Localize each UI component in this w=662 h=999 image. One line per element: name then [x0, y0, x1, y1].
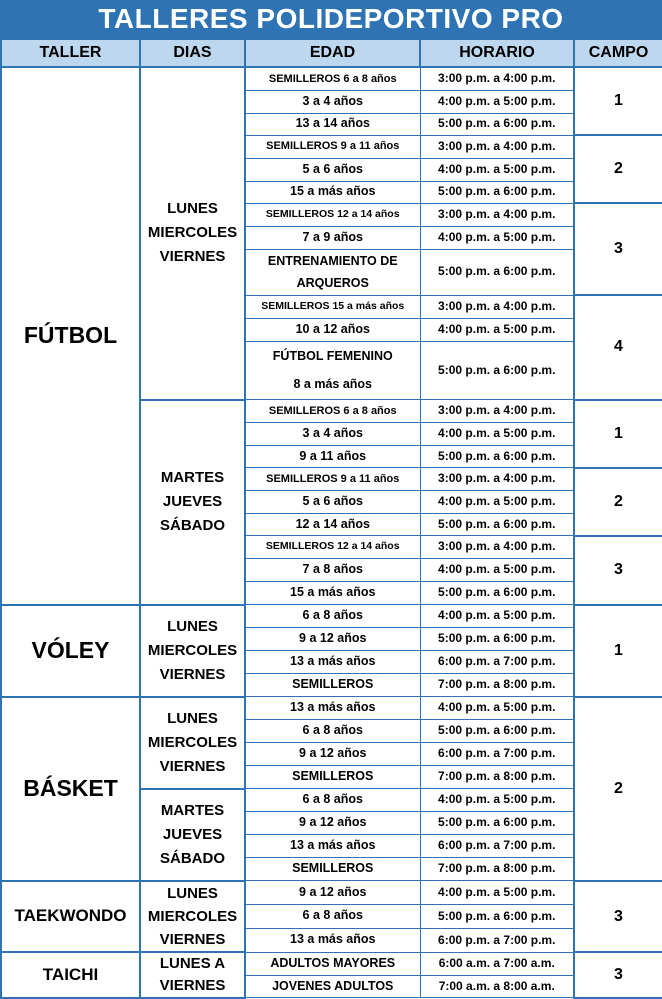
dias-mjs: [140, 789, 245, 881]
horario-cell: 4:00 p.m. a 5:00 p.m.: [420, 90, 574, 113]
horario-cell: 6:00 p.m. a 7:00 p.m.: [420, 651, 574, 674]
horario-cell: 4:00 p.m. a 5:00 p.m.: [420, 226, 574, 249]
horario-cell: 4:00 p.m. a 5:00 p.m.: [420, 605, 574, 628]
edad-line: ENTRENAMIENTO DE: [267, 253, 398, 268]
horario-cell: 4:00 p.m. a 5:00 p.m.: [420, 881, 574, 905]
horario-cell: 4:00 p.m. a 5:00 p.m.: [420, 158, 574, 181]
edad-cell: 13 a más años: [245, 651, 420, 674]
dias-line: MARTES: [160, 469, 225, 486]
dias-line: SÁBADO: [159, 849, 225, 867]
dias-line: JUEVES: [162, 825, 223, 843]
horario-cell: 7:00 p.m. a 8:00 p.m.: [420, 766, 574, 789]
taller-taichi: TAICHI: [1, 952, 140, 998]
horario-cell: 3:00 p.m. a 4:00 p.m.: [420, 536, 574, 559]
campo-cell: 3: [574, 536, 662, 605]
edad-cell: SEMILLEROS 9 a 11 años: [245, 468, 420, 491]
horario-cell: 6:00 a.m. a 7:00 a.m.: [420, 952, 574, 975]
edad-cell: 9 a 12 años: [245, 881, 420, 905]
taller-futbol: FÚTBOL: [1, 67, 140, 605]
horario-cell: 4:00 p.m. a 5:00 p.m.: [420, 423, 574, 446]
horario-cell: 4:00 p.m. a 5:00 p.m.: [420, 318, 574, 341]
edad-cell: 6 a 8 años: [245, 904, 420, 928]
edad-line: 8 a más años: [293, 377, 372, 392]
edad-cell: [245, 341, 420, 400]
dias-lmv: [140, 605, 245, 697]
taller-voley: VÓLEY: [1, 605, 140, 697]
horario-cell: 6:00 p.m. a 7:00 p.m.: [420, 928, 574, 952]
header-row: [1, 39, 662, 67]
dias-line: LUNES: [167, 200, 218, 218]
horario-cell: 5:00 p.m. a 6:00 p.m.: [420, 582, 574, 605]
dias-line: VIERNES: [159, 977, 226, 994]
edad-cell: JOVENES ADULTOS: [245, 976, 420, 998]
dias-line: SÁBADO: [159, 517, 225, 534]
edad-cell: 7 a 8 años: [245, 559, 420, 582]
dias-line: MIERCOLES: [147, 641, 238, 659]
campo-cell: 4: [574, 295, 662, 400]
edad-cell: 13 a más años: [245, 697, 420, 720]
edad-cell: 6 a 8 años: [245, 720, 420, 743]
page-title: TALLERES POLIDEPORTIVO PRO: [0, 0, 662, 38]
horario-cell: 3:00 p.m. a 4:00 p.m.: [420, 203, 574, 226]
dias-lmv: [140, 881, 245, 953]
dias-line: LUNES: [167, 617, 218, 635]
horario-cell: 5:00 p.m. a 6:00 p.m.: [420, 341, 574, 400]
horario-cell: 3:00 p.m. a 4:00 p.m.: [420, 135, 574, 158]
horario-cell: 3:00 p.m. a 4:00 p.m.: [420, 468, 574, 491]
table-row: [1, 952, 662, 975]
edad-cell: SEMILLEROS 12 a 14 años: [245, 536, 420, 559]
dias-line: LUNES A: [159, 955, 226, 973]
dias-lmv: [140, 67, 245, 400]
horario-cell: 6:00 p.m. a 7:00 p.m.: [420, 743, 574, 766]
dias-mjs: [140, 400, 245, 605]
horario-cell: 5:00 p.m. a 6:00 p.m.: [420, 812, 574, 835]
edad-cell: 3 a 4 años: [245, 423, 420, 446]
horario-cell: 5:00 p.m. a 6:00 p.m.: [420, 446, 574, 468]
campo-cell: 1: [574, 605, 662, 697]
horario-cell: 7:00 p.m. a 8:00 p.m.: [420, 858, 574, 881]
horario-cell: 5:00 p.m. a 6:00 p.m.: [420, 904, 574, 928]
horario-cell: 7:00 p.m. a 8:00 p.m.: [420, 674, 574, 697]
edad-cell: SEMILLEROS 12 a 14 años: [245, 203, 420, 226]
table-row: [1, 605, 662, 628]
edad-cell: 9 a 12 años: [245, 743, 420, 766]
dias-line: MIERCOLES: [147, 224, 238, 242]
dias-line: LUNES: [167, 884, 218, 902]
dias-line: MIERCOLES: [147, 733, 238, 751]
edad-cell: 6 a 8 años: [245, 789, 420, 812]
horario-cell: 7:00 a.m. a 8:00 a.m.: [420, 976, 574, 998]
horario-cell: 4:00 p.m. a 5:00 p.m.: [420, 491, 574, 514]
edad-cell: 5 a 6 años: [245, 158, 420, 181]
edad-cell: 5 a 6 años: [245, 491, 420, 514]
edad-cell: SEMILLEROS 6 a 8 años: [245, 67, 420, 90]
header-campo: CAMPO: [574, 39, 662, 67]
edad-line: ARQUEROS: [296, 276, 369, 290]
header-horario: HORARIO: [420, 39, 574, 67]
horario-cell: 5:00 p.m. a 6:00 p.m.: [420, 720, 574, 743]
edad-cell: 13 a más años: [245, 835, 420, 858]
dias-line: VIERNES: [159, 248, 226, 266]
dias-lmv: [140, 697, 245, 789]
edad-cell: 13 a 14 años: [245, 113, 420, 135]
dias-line: LUNES: [167, 709, 218, 727]
edad-cell: SEMILLEROS: [245, 766, 420, 789]
horario-cell: 4:00 p.m. a 5:00 p.m.: [420, 697, 574, 720]
horario-cell: 6:00 p.m. a 7:00 p.m.: [420, 835, 574, 858]
dias-line: VIERNES: [159, 757, 226, 775]
dias-line: MARTES: [160, 801, 225, 819]
edad-cell: SEMILLEROS: [245, 674, 420, 697]
dias-line: VIERNES: [159, 931, 226, 948]
edad-cell: [245, 249, 420, 295]
header-dias: DIAS: [140, 39, 245, 67]
campo-cell: 3: [574, 952, 662, 998]
table-row: [1, 881, 662, 905]
horario-cell: 5:00 p.m. a 6:00 p.m.: [420, 514, 574, 536]
campo-cell: 1: [574, 400, 662, 468]
edad-cell: 6 a 8 años: [245, 605, 420, 628]
edad-cell: 9 a 12 años: [245, 628, 420, 651]
taller-taekwondo: TAEKWONDO: [1, 881, 140, 953]
header-edad: EDAD: [245, 39, 420, 67]
edad-cell: SEMILLEROS 6 a 8 años: [245, 400, 420, 423]
horario-cell: 5:00 p.m. a 6:00 p.m.: [420, 181, 574, 203]
horario-cell: 5:00 p.m. a 6:00 p.m.: [420, 113, 574, 135]
horario-cell: 5:00 p.m. a 6:00 p.m.: [420, 249, 574, 295]
edad-cell: 10 a 12 años: [245, 318, 420, 341]
edad-cell: SEMILLEROS 15 a más años: [245, 295, 420, 318]
dias-line: JUEVES: [162, 493, 223, 510]
campo-cell: 1: [574, 67, 662, 135]
header-taller: TALLER: [1, 39, 140, 67]
horario-cell: 4:00 p.m. a 5:00 p.m.: [420, 789, 574, 812]
edad-cell: 13 a más años: [245, 928, 420, 952]
horario-cell: 3:00 p.m. a 4:00 p.m.: [420, 67, 574, 90]
dias-line: MIERCOLES: [147, 907, 238, 925]
horario-cell: 5:00 p.m. a 6:00 p.m.: [420, 628, 574, 651]
edad-cell: 7 a 9 años: [245, 226, 420, 249]
horario-cell: 3:00 p.m. a 4:00 p.m.: [420, 400, 574, 423]
campo-cell: 3: [574, 203, 662, 295]
edad-cell: SEMILLEROS 9 a 11 años: [245, 135, 420, 158]
table-row: [1, 697, 662, 720]
campo-cell: 2: [574, 468, 662, 536]
schedule-table: [0, 38, 662, 999]
edad-line: FÚTBOL FEMENINO: [272, 348, 393, 363]
edad-cell: ADULTOS MAYORES: [245, 952, 420, 975]
horario-cell: 3:00 p.m. a 4:00 p.m.: [420, 295, 574, 318]
edad-cell: 9 a 11 años: [245, 446, 420, 468]
edad-cell: 3 a 4 años: [245, 90, 420, 113]
dias-line: VIERNES: [159, 665, 226, 683]
table-row: [1, 67, 662, 90]
campo-cell: 2: [574, 697, 662, 881]
campo-cell: 3: [574, 881, 662, 953]
edad-cell: SEMILLEROS: [245, 858, 420, 881]
horario-cell: 4:00 p.m. a 5:00 p.m.: [420, 559, 574, 582]
taller-basket: BÁSKET: [1, 697, 140, 881]
edad-cell: 15 a más años: [245, 181, 420, 203]
edad-cell: 9 a 12 años: [245, 812, 420, 835]
campo-cell: 2: [574, 135, 662, 203]
edad-cell: 15 a más años: [245, 582, 420, 605]
edad-cell: 12 a 14 años: [245, 514, 420, 536]
